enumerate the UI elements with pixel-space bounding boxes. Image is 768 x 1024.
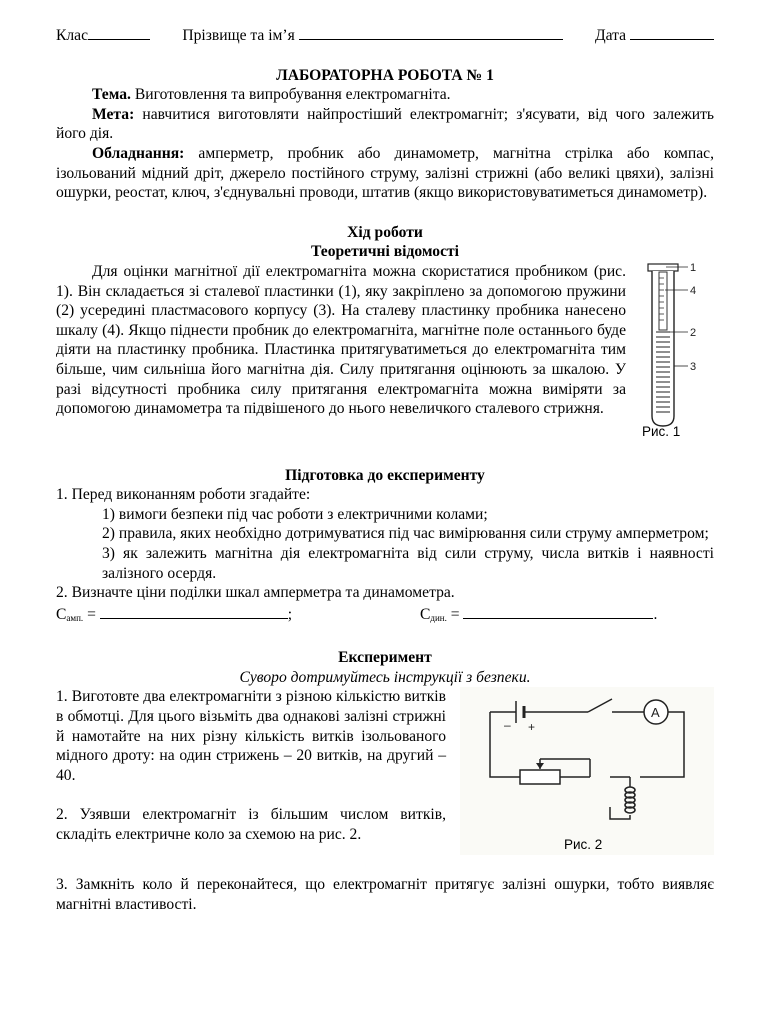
division-value-row: $C_{амп.}$ = ; $C_{дин.}$ = . — [56, 603, 714, 629]
class-label: Клас — [56, 27, 89, 44]
lab-title: ЛАБОРАТОРНА РОБОТА № 1 — [276, 66, 494, 84]
circuit-diagram — [460, 687, 714, 827]
figure-2 — [460, 687, 714, 855]
safety-note: Суворо дотримуйтесь інструкції з безпеки. — [239, 668, 531, 686]
prep-subitem-3: 3) як залежить магнітна дія електромагніта від сили струму, числа витків і наявності залізного осердя. — [102, 544, 714, 582]
prep-subitem-2: 2) правила, яких необхідно дотримуватися під час вимірювання сили струму амперметром; — [102, 525, 709, 543]
name-field[interactable] — [299, 24, 563, 40]
topic-text: Виготовлення та випробування електромагніта. — [130, 86, 451, 104]
fig1-label-3: 3 — [690, 360, 697, 373]
experiment-step-3: 3. Замкніть коло й переконайтеся, що електромагніт притягує залізні ошурки, тобто виявляє магнітні властивості. — [56, 876, 714, 914]
c-dyn-letter: C — [420, 605, 431, 623]
goal-paragraph — [56, 105, 714, 144]
theory-section — [56, 262, 714, 446]
prep-item-1: 1. Перед виконанням роботи згадайте: — [56, 486, 311, 504]
probe-illustration — [638, 262, 714, 440]
goal-label: Мета: — [92, 105, 135, 123]
fig1-label-2: 2 — [690, 326, 697, 339]
worksheet — [56, 24, 714, 915]
experiment-step-1: 1. Виготовте два електромагніти з різною кількістю витків в обмотці. Для цього візьміть два однакові залізні стрижні й намотайте на них різну кількість витків ізольованого мідного дроту: на один стрижень – 20 витків, на другий – 40. — [56, 688, 446, 784]
figure-2-caption: Рис. 2 — [564, 837, 603, 853]
student-header — [56, 24, 714, 46]
class-field[interactable] — [88, 24, 150, 40]
preparation-heading: Підготовка до експерименту — [285, 466, 485, 484]
date-field[interactable] — [630, 24, 714, 40]
c-dyn-field[interactable] — [463, 603, 653, 619]
experiment-heading: Експеримент — [338, 649, 432, 667]
name-label: Прізвище та ім’я — [182, 27, 295, 44]
date-label: Дата — [594, 27, 627, 44]
theory-heading: Теоретичні відомості — [310, 243, 460, 261]
figure-1 — [638, 262, 714, 446]
c-amp-letter: C — [56, 605, 67, 623]
c-dyn-subscript: дин. — [430, 612, 447, 623]
topic-label: Тема. — [92, 86, 131, 104]
topic-paragraph — [56, 85, 714, 105]
figure-1-caption: Рис. 1 — [642, 423, 681, 439]
experiment-section — [56, 687, 714, 855]
fig1-label-4: 4 — [690, 284, 697, 297]
procedure-heading: Хід роботи — [347, 223, 423, 241]
theory-text: Для оцінки магнітної дії електромагніта можна скористатися пробником (рис. 1). Він складається зі сталевої пластинки (1), яку закріплено за допомогою пружини (2) усередині пластмасового корпусу (3). На сталеву пластинку пробника нанесено шкалу (4). Якщо піднести пробник до електромагніта, магнітне поле останнього буде діяти на пластинку пробника. Пластинка притягуватиметься до електромагніта тим більше, чим сильніша його магнітна дія. Силу притягання оцінюють за шкалою. У разі відсутності пробника силу притягання електромагніта можна виміряти за допомогою динамометра та підвішеного до нього невеличкого сталевого стрижня. — [56, 262, 626, 418]
battery-plus: + — [528, 720, 536, 735]
experiment-step-2: 2. Узявши електромагніт із більшим числом витків, складіть електричне коло за схемою на рис. 2. — [56, 806, 446, 844]
equipment-label: Обладнання: — [92, 144, 185, 162]
equipment-paragraph — [56, 144, 714, 203]
ammeter-symbol: A — [651, 705, 660, 721]
equipment-text: амперметр, пробник або динамометр, магнітна стрілка або компас, ізольований мідний дріт, джерело постійного струму, залізні стрижні (або великі цвяхи), залізні ошурки, реостат, ключ, з'єднувальні проводи, штатив (якщо використовуватиметься динамометр). — [56, 144, 714, 202]
battery-minus: – — [504, 718, 511, 733]
prep-subitem-1: 1) вимоги безпеки під час роботи з електричними колами; — [102, 505, 488, 523]
c-amp-subscript: амп. — [66, 612, 84, 623]
fig1-label-1: 1 — [690, 261, 697, 274]
c-amp-field[interactable] — [100, 603, 288, 619]
prep-item-2: 2. Визначте ціни поділки шкал амперметра та динамометра. — [56, 584, 455, 602]
goal-text: навчитися виготовляти найпростіший електромагніт; з'ясувати, від чого залежить його дія. — [56, 105, 714, 143]
